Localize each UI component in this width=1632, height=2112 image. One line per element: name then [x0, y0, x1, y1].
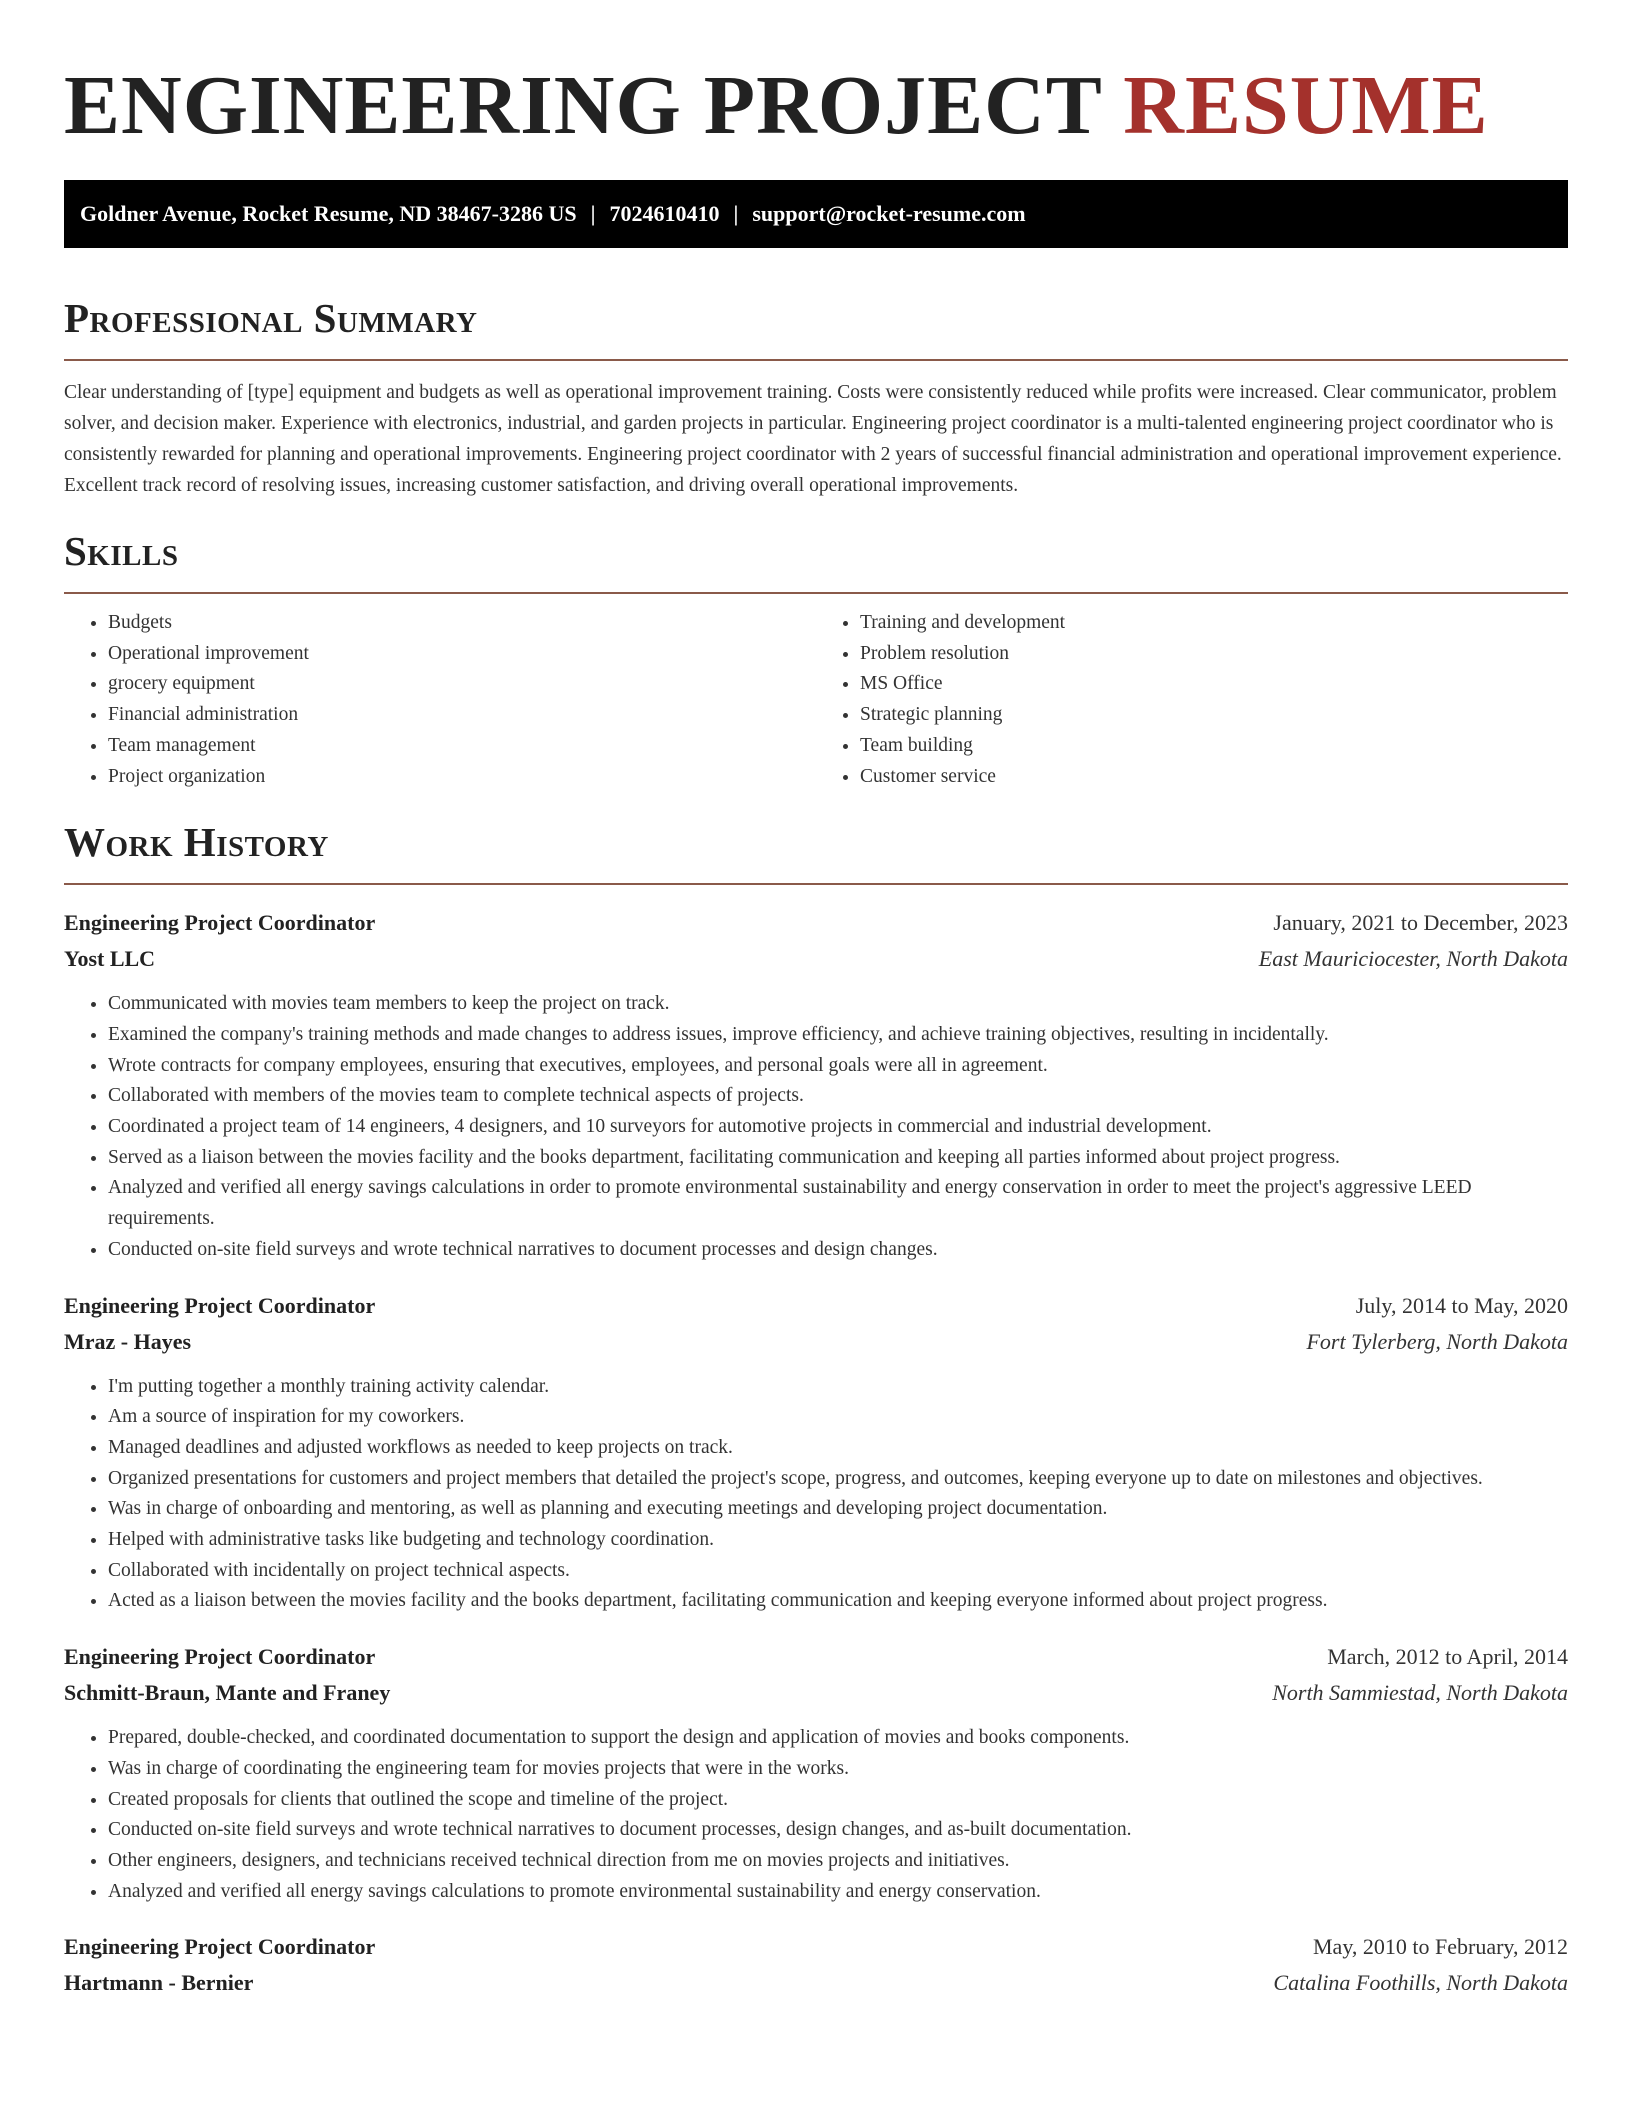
- job-company-row: [64, 1965, 1568, 2001]
- section-title-summary: Professional Summary: [64, 295, 478, 341]
- resume-title-main: ENGINEERING PROJECT: [64, 59, 1102, 152]
- skill-item: • Team building: [860, 731, 1568, 762]
- section-divider: [64, 359, 1568, 361]
- job-duty-item: • Collaborated with incidentally on project technical aspects.: [108, 1556, 1568, 1587]
- skill-item: • Strategic planning: [860, 700, 1568, 731]
- job-duty-item: • Organized presentations for customers and project members that detailed the project's scope, progress, and outcomes, keeping everyone up to date on milestones and objectives.: [108, 1464, 1568, 1495]
- contact-separator: |: [590, 201, 596, 226]
- job-list: [64, 905, 1568, 2001]
- job-company: Schmitt-Braun, Mante and Franey: [64, 1680, 391, 1706]
- contact-separator: |: [733, 201, 739, 226]
- job-header-row: [64, 1639, 1568, 1675]
- contact-address: Goldner Avenue, Rocket Resume, ND 38467-3286 US: [80, 201, 577, 226]
- section-title-work-history: Work History: [64, 819, 329, 866]
- job-duty-item: • Acted as a liaison between the movies facility and the books department, facilitating communication and keeping everyone informed about project progress.: [108, 1586, 1568, 1617]
- job-header-row: [64, 1288, 1568, 1324]
- job-duties: [64, 989, 1568, 1265]
- section-title-skills: Skills: [64, 528, 179, 574]
- contact-email: support@rocket-resume.com: [752, 201, 1026, 226]
- job-duty-item: • Other engineers, designers, and technicians received technical direction from me on movies projects and initiatives.: [108, 1846, 1568, 1877]
- job-location: North Sammiestad, North Dakota: [1272, 1680, 1568, 1706]
- job-duty-item: • Analyzed and verified all energy savings calculations in order to promote environmental sustainability and energy conservation in order to meet the project's aggressive LEED requirements.: [108, 1173, 1568, 1234]
- job-duty-item: • Conducted on-site field surveys and wrote technical narratives to document processes, design changes, and as-built documentation.: [108, 1815, 1568, 1846]
- skills-section: [64, 527, 1568, 792]
- skill-item: • grocery equipment: [108, 669, 816, 700]
- skill-item: • Project organization: [108, 762, 816, 793]
- job-duty-item: • Was in charge of coordinating the engineering team for movies projects that were in the works.: [108, 1754, 1568, 1785]
- job-title: Engineering Project Coordinator: [64, 1644, 376, 1670]
- job-entry: [64, 1288, 1568, 1618]
- contact-phone: 7024610410: [609, 201, 720, 226]
- job-company: Mraz - Hayes: [64, 1328, 192, 1354]
- job-duty-item: • Analyzed and verified all energy savings calculations to promote environmental sustainability and energy conservation.: [108, 1877, 1568, 1908]
- job-duty-item: • Collaborated with members of the movies team to complete technical aspects of projects.: [108, 1081, 1568, 1112]
- contact-bar: [64, 180, 1568, 248]
- job-title: Engineering Project Coordinator: [64, 1934, 376, 1960]
- skill-item: • Operational improvement: [108, 639, 816, 670]
- job-title: Engineering Project Coordinator: [64, 1292, 376, 1318]
- job-duty-item: • Am a source of inspiration for my coworkers.: [108, 1402, 1568, 1433]
- job-dates: January, 2021 to December, 2023: [1273, 910, 1568, 936]
- job-duty-item: • Prepared, double-checked, and coordinated documentation to support the design and application of movies and books components.: [108, 1723, 1568, 1754]
- work-history-section: [64, 818, 1568, 2001]
- job-duty-item: • Helped with administrative tasks like budgeting and technology coordination.: [108, 1525, 1568, 1556]
- section-divider: [64, 883, 1568, 885]
- job-duties: [64, 1723, 1568, 1907]
- job-header-row: [64, 905, 1568, 941]
- job-duties: [64, 1372, 1568, 1618]
- job-company: Hartmann - Bernier: [64, 1970, 254, 1996]
- job-duty-item: • I'm putting together a monthly training activity calendar.: [108, 1372, 1568, 1403]
- job-duty-item: • Examined the company's training methods and made changes to address issues, improve efficiency, and achieve training objectives, resulting in incidentally.: [108, 1020, 1568, 1051]
- job-duty-item: • Wrote contracts for company employees, ensuring that executives, employees, and personal goals were all in agreement.: [108, 1051, 1568, 1082]
- skill-item: • Financial administration: [108, 700, 816, 731]
- skill-item: • Training and development: [860, 608, 1568, 639]
- skills-column-right: [816, 608, 1568, 792]
- job-company-row: [64, 1675, 1568, 1711]
- skill-item: • Budgets: [108, 608, 816, 639]
- job-entry: [64, 905, 1568, 1265]
- job-dates: March, 2012 to April, 2014: [1327, 1644, 1568, 1670]
- skills-column-left: [64, 608, 816, 792]
- job-dates: July, 2014 to May, 2020: [1355, 1292, 1568, 1318]
- job-duty-item: • Conducted on-site field surveys and wrote technical narratives to document processes and design changes.: [108, 1235, 1568, 1266]
- job-company: Yost LLC: [64, 946, 156, 972]
- job-title: Engineering Project Coordinator: [64, 910, 376, 936]
- job-company-row: [64, 1324, 1568, 1360]
- job-company-row: [64, 941, 1568, 977]
- job-header-row: [64, 1929, 1568, 1965]
- summary-section: [64, 294, 1568, 501]
- job-entry: [64, 1929, 1568, 2001]
- resume-title: [64, 0, 1568, 156]
- job-entry: [64, 1639, 1568, 1907]
- job-location: East Mauriciocester, North Dakota: [1258, 946, 1568, 972]
- skill-item: • Team management: [108, 731, 816, 762]
- section-divider: [64, 592, 1568, 594]
- job-duty-item: • Was in charge of onboarding and mentoring, as well as planning and executing meetings and developing project documentation.: [108, 1494, 1568, 1525]
- job-duty-item: • Served as a liaison between the movies facility and the books department, facilitating communication and keeping all parties informed about project progress.: [108, 1143, 1568, 1174]
- resume-title-accent: RESUME: [1123, 59, 1489, 152]
- job-duty-item: • Created proposals for clients that outlined the scope and timeline of the project.: [108, 1785, 1568, 1816]
- skill-item: • Customer service: [860, 762, 1568, 793]
- skill-item: • MS Office: [860, 669, 1568, 700]
- job-location: Fort Tylerberg, North Dakota: [1306, 1328, 1568, 1354]
- summary-text: Clear understanding of [type] equipment and budgets as well as operational improvement training. Costs were consistently reduced while profits were increased. Clear communicator, problem solver, and decision maker. Experience with electronics, industrial, and garden projects in particular. Engineering project coordinator is a multi-talented engineering project coordinator who is consistently rewarded for planning and operational improvements. Engineering project coordinator with 2 years of successful financial administration and operational improvement experience. Excellent track record of resolving issues, increasing customer satisfaction, and driving overall operational improvements.: [64, 382, 1562, 496]
- job-duty-item: • Managed deadlines and adjusted workflows as needed to keep projects on track.: [108, 1433, 1568, 1464]
- skills-list: [64, 608, 1568, 792]
- job-duty-item: • Coordinated a project team of 14 engineers, 4 designers, and 10 surveyors for automotive projects in commercial and industrial development.: [108, 1112, 1568, 1143]
- job-duty-item: • Communicated with movies team members to keep the project on track.: [108, 989, 1568, 1020]
- job-dates: May, 2010 to February, 2012: [1313, 1934, 1568, 1960]
- job-location: Catalina Foothills, North Dakota: [1273, 1970, 1568, 1996]
- skill-item: • Problem resolution: [860, 639, 1568, 670]
